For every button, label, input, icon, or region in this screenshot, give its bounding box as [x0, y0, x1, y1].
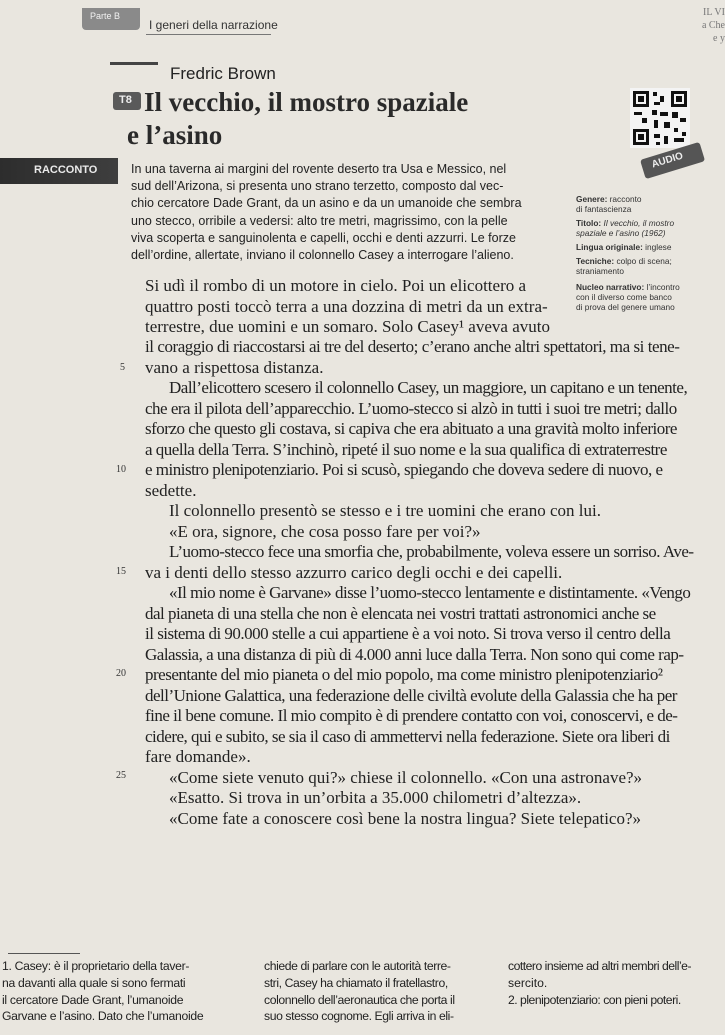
line-number: 10 — [116, 464, 126, 475]
body-line: «E ora, signore, che cosa posso fare per voi?» — [169, 521, 481, 541]
body-line: L’uomo-stecco fece una smorfia che, probabilmente, voleva essere un sorriso. Ave- — [169, 542, 694, 561]
info-tecniche-value: colpo di scena; — [616, 256, 672, 266]
intro-line: dell’ordine, allertate, inviano il colonnello Casey a interrogare l’alieno. — [131, 248, 514, 263]
author-name: Fredric Brown — [170, 64, 276, 83]
info-nucleo-value-3: di prova del genere umano — [576, 302, 675, 312]
part-label-box — [82, 8, 140, 30]
body-line: il sistema di 90.000 stelle a cui appartiene è a voi noto. Si trova verso il centro della — [145, 624, 671, 643]
footnote-line: 2. plenipotenziario: con pieni poteri. — [508, 992, 681, 1007]
body-line: Galassia, a una distanza di più di 4.000 anni luce dalla Terra. Non sono qui come rap- — [145, 644, 684, 664]
body-line: «Esatto. Si trova in un’orbita a 35.000 chilometri d’altezza». — [169, 788, 582, 807]
body-line: terrestre, due uomini e un somaro. Solo Casey¹ aveva avuto — [145, 317, 550, 336]
corner-text-3: e y — [713, 33, 725, 44]
info-lingua-label: Lingua originale: — [576, 242, 643, 252]
text-badge-label: T8 — [119, 94, 132, 106]
story-title — [127, 86, 468, 152]
body-line: sforzo che questo gli costava, si capiva che era abituato a una gravità molto inferiore — [145, 419, 677, 438]
body-line: Dall’elicottero scesero il colonnello Casey, un maggiore, un capitano e un tenente, — [169, 378, 688, 397]
qr-code-graphic — [630, 88, 690, 148]
intro-line: sud dell’Arizona, si presenta uno strano terzetto, composto dal vec- — [131, 179, 504, 194]
body-line: Si udì il rombo di un motore in cielo. Poi un elicottero a — [145, 276, 527, 295]
body-line: sedette. — [145, 480, 197, 500]
body-line: «Il mio nome è Garvane» disse l’uomo-stecco lentamente e distintamente. «Vengo — [169, 583, 691, 602]
corner-text-1: IL VI — [703, 7, 725, 18]
info-genere-value: racconto — [609, 194, 642, 204]
footnote-line: chiede di parlare con le autorità terre- — [264, 959, 451, 973]
footnote-col-2 — [264, 958, 509, 1025]
body-line: quattro posti toccò terra a una dozzina di metri da un extra- — [145, 296, 548, 316]
info-tecniche-label: Tecniche: — [576, 256, 615, 266]
body-line: vano a rispettosa distanza. — [145, 357, 324, 377]
line-number: 15 — [116, 566, 126, 577]
story-body-2 — [145, 337, 720, 829]
audio-tag-label: AUDIO — [650, 150, 685, 171]
footnote-line: cottero insieme ad altri membri dell’e- — [508, 959, 692, 973]
story-title-line-2: e l’asino — [127, 120, 223, 150]
info-genere-value-2: di fantascienza — [576, 204, 632, 214]
body-line: presentante del mio pianeta o del mio popolo, ma come ministro plenipotenziario² — [145, 665, 663, 684]
category-label: RACCONTO — [34, 164, 98, 176]
info-titolo — [576, 218, 722, 238]
author-rule — [110, 62, 158, 65]
footnote-line: colonnello dell’aeronautica che porta il — [264, 992, 455, 1007]
footnote-line: na davanti alla quale si sono fermati — [2, 975, 186, 990]
info-titolo-value-2: spaziale e l’asino (1962) — [576, 228, 666, 238]
body-line: dal pianeta di una stella che non è elencata nei vostri trattati astronomici anche se — [145, 603, 656, 623]
body-line: a quella della Terra. S’inchinò, ripeté il suo nome e la sua qualifica di extraterrestre — [145, 439, 667, 459]
line-number: 20 — [116, 668, 126, 679]
body-line: dell’Unione Galattica, una federazione delle civiltà evolute della Galassia che ha per — [145, 685, 677, 705]
body-line: fine il bene comune. Il mio compito è di prendere contatto con voi, conoscervi, e de- — [145, 706, 678, 725]
story-body-1 — [145, 276, 575, 338]
intro-line: viva scoperta e sanguinolenta e capelli, occhi e denti azzurri. Le forze — [131, 230, 516, 245]
info-titolo-value: Il vecchio, il mostro — [603, 218, 675, 228]
footnote-line — [2, 958, 260, 975]
section-title-underline — [146, 34, 271, 35]
info-nucleo-value: l’incontro — [646, 282, 680, 292]
category-bar — [0, 158, 118, 184]
section-title: I generi della narrazione — [149, 18, 278, 32]
info-nucleo-label: Nucleo narrativo: — [576, 282, 645, 292]
body-line: Il colonnello presentò se stesso e i tre uomini che erano con lui. — [169, 501, 601, 520]
body-line: e ministro plenipotenziario. Poi si scusò, spiegando che doveva sedere di nuovo, e — [145, 460, 663, 479]
info-lingua-value: inglese — [645, 242, 672, 252]
line-number: 25 — [116, 770, 126, 781]
line-number: 5 — [120, 362, 125, 373]
footnote-line: sercito. — [508, 975, 548, 990]
body-line: «Come fate a conoscere così bene la nostra lingua? Siete telepatico?» — [169, 808, 642, 828]
info-genere-label: Genere: — [576, 194, 608, 204]
info-nucleo — [576, 282, 722, 312]
footnote-col-1 — [2, 958, 260, 1025]
intro-line: In una taverna ai margini del rovente deserto tra Usa e Messico, nel — [131, 162, 507, 176]
footnote-line: suo stesso cognome. Egli arriva in eli- — [264, 1009, 454, 1024]
info-lingua — [576, 242, 722, 252]
info-sidebar — [576, 194, 722, 312]
body-line: «Come siete venuto qui?» chiese il colonnello. «Con una astronave?» — [169, 767, 643, 787]
body-line: che era il pilota dell’apparecchio. L’uomo-stecco si alzò in tutti i suoi tre metri; dallo — [145, 398, 677, 418]
footnote-line: stri, Casey ha chiamato il fratellastro, — [264, 975, 448, 990]
body-line: va i denti dello stesso azzurro carico degli occhi e dei capelli. — [145, 562, 563, 582]
intro-paragraph — [131, 161, 581, 264]
intro-line: uno stecco, orribile a vedersi: alto tre metri, magrissimo, con la pelle — [131, 213, 508, 228]
corner-text-2: a Che — [701, 20, 725, 31]
body-line: il coraggio di riaccostarsi ai tre del deserto; c’erano anche altri spettatori, ma si tene- — [145, 337, 680, 356]
footnote-line: Garvane e l’asino. Dato che l’umanoide — [2, 1009, 204, 1024]
body-line: cidere, qui e subito, se sia il caso di ammettervi nella federazione. Siete ora liberi di — [145, 726, 670, 746]
part-label: Parte B — [90, 11, 121, 21]
footnote-line-text: 1. Casey: è il proprietario della taver- — [2, 959, 190, 973]
footnote-line: il cercatore Dade Grant, l’umanoide — [2, 992, 184, 1007]
info-genere — [576, 194, 722, 214]
footnote-rule — [8, 953, 80, 954]
info-tecniche-value-2: straniamento — [576, 266, 624, 276]
info-tecniche — [576, 256, 722, 276]
story-title-line-1: Il vecchio, il mostro spaziale — [144, 87, 469, 117]
body-line: fare domande». — [145, 747, 251, 766]
qr-code-icon[interactable] — [630, 88, 690, 148]
intro-line: chio cercatore Dade Grant, da un asino e da un umanoide che sembra — [131, 196, 522, 211]
footnote-col-3 — [508, 958, 723, 1008]
info-nucleo-value-2: con il diverso come banco — [576, 292, 672, 302]
info-titolo-label: Titolo: — [576, 218, 602, 228]
corner-text — [672, 6, 725, 45]
